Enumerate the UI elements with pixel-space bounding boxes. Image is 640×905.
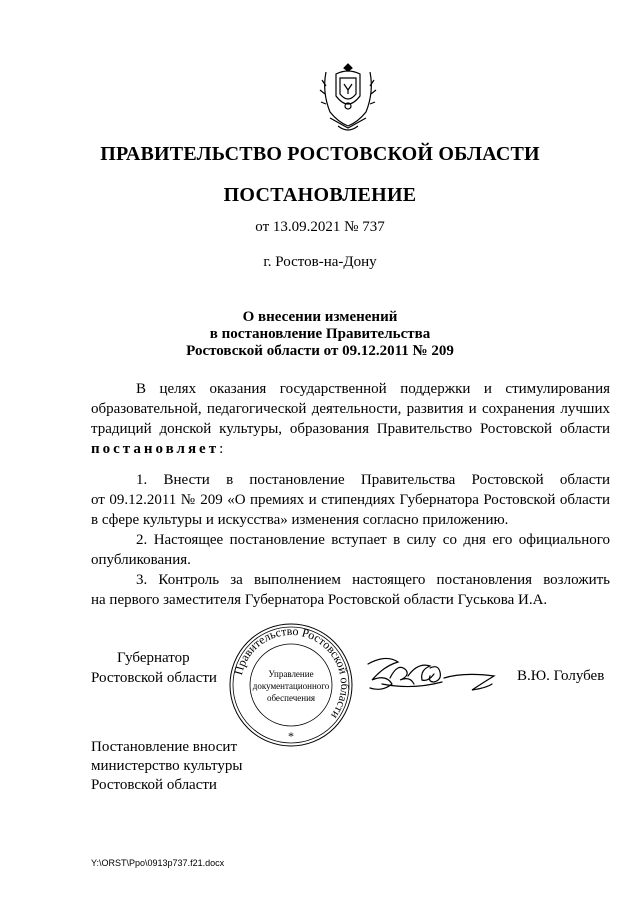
preamble — [91, 379, 610, 459]
preamble-line: образовательной, педагогической деятельности, развития и сохранения лучших — [91, 401, 610, 417]
city: г. Ростов-на-Дону — [263, 254, 377, 270]
list-item — [91, 570, 610, 610]
subject-heading — [0, 309, 640, 360]
stamp-center-line: документационного — [252, 681, 330, 691]
item-line: в сфере культуры и искусства» изменения согласно приложению. — [91, 512, 509, 528]
item-line: 3. Контроль за выполнением настоящего постановления возложить — [136, 572, 610, 588]
date-number: от 13.09.2021 № 737 — [255, 219, 385, 235]
subject-line: О внесении изменений — [242, 309, 398, 325]
items-list — [91, 470, 610, 610]
stamp-ring-text: Правительство Ростовской области — [231, 623, 353, 722]
item-line: 2. Настоящее постановление вступает в силу со дня его официального — [136, 532, 610, 548]
signatory-title-line: Губернатор — [117, 650, 190, 666]
item-line: на первого заместителя Губернатора Ростовской области Гуськова И.А. — [91, 592, 548, 608]
submitted-line: министерство культуры — [91, 758, 243, 774]
submitted-line: Ростовской области — [91, 777, 217, 793]
preamble-line: традиций донской культуры, образования Правительство Ростовской области — [91, 421, 610, 437]
decree-suffix: : — [219, 441, 224, 457]
subject-line: в постановление Правительства — [209, 326, 431, 342]
coat-of-arms-icon — [316, 60, 380, 136]
submitted-line: Постановление вносит — [91, 739, 238, 755]
subject-line: Ростовской области от 09.12.2011 № 209 — [186, 343, 454, 359]
stamp-center-line: Управление — [268, 669, 314, 679]
government-title: ПРАВИТЕЛЬСТВО РОСТОВСКОЙ ОБЛАСТИ — [100, 143, 540, 165]
signatory-title — [91, 648, 217, 688]
decree-line — [91, 439, 610, 459]
signatory-name: В.Ю. Голубев — [517, 668, 605, 684]
file-path: Y:\ORST\Ppo\0913p737.f21.docx — [91, 858, 225, 868]
item-line: 1. Внести в постановление Правительства Ростовской области — [136, 472, 610, 488]
submitted-by — [91, 738, 243, 795]
decree-word: постановляет — [91, 441, 220, 457]
official-stamp — [228, 622, 354, 748]
signatory-title-line: Ростовской области — [91, 670, 217, 686]
document-type: ПОСТАНОВЛЕНИЕ — [223, 184, 417, 206]
list-item — [91, 530, 610, 570]
stamp-star: * — [288, 729, 294, 743]
item-line: опубликования. — [91, 552, 191, 568]
handwritten-signature — [360, 650, 500, 700]
stamp-center-line: обеспечения — [266, 693, 316, 703]
list-item — [91, 470, 610, 530]
item-line: от 09.12.2011 № 209 «О премиях и стипендиях Губернатора Ростовской области — [91, 492, 610, 508]
preamble-line: В целях оказания государственной поддержки и стимулирования — [136, 381, 610, 397]
